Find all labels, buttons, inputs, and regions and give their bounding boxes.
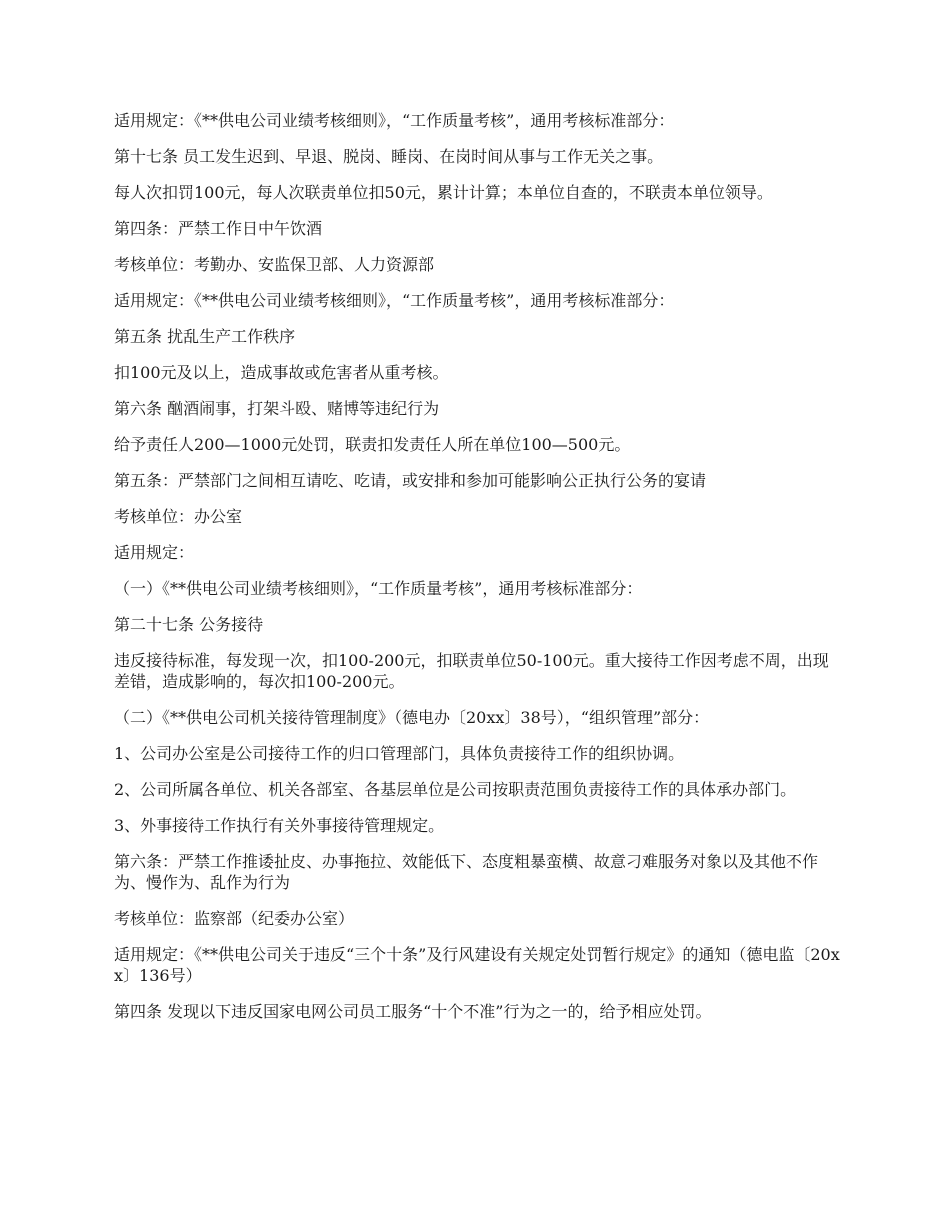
paragraph-2: 第十七条 员工发生迟到、早退、脱岗、睡岗、在岗时间从事与工作无关之事。 xyxy=(114,147,664,166)
paragraph-14: （一）《**供电公司业绩考核细则》，“工作质量考核”，通用考核标准部分： xyxy=(114,579,643,598)
paragraph-15: 第二十七条 公务接待 xyxy=(114,615,264,634)
paragraph-17: （二）《**供电公司机关接待管理制度》（德电办〔20xx〕38号），“组织管理”部分： xyxy=(114,708,710,727)
paragraph-20: 3、外事接待工作执行有关外事接待管理规定。 xyxy=(114,816,445,835)
paragraph-5: 考核单位：考勤办、安监保卫部、人力资源部 xyxy=(114,255,435,274)
paragraph-24: 第四条 发现以下违反国家电网公司员工服务“十个不准”行为之一的，给予相应处罚。 xyxy=(114,1002,712,1021)
paragraph-21: 第六条：严禁工作推诿扯皮、办事拖拉、效能低下、态度粗暴蛮横、故意刁难服务对象以及其他不作为、慢作为、乱作为行为 xyxy=(114,852,819,892)
paragraph-19: 2、公司所属各单位、机关各部室、各基层单位是公司按职责范围负责接待工作的具体承办部门。 xyxy=(114,780,797,799)
paragraph-23: 适用规定：《**供电公司关于违反“三个十条”及行风建设有关规定处罚暂行规定》的通知（德电监〔20xx〕136号） xyxy=(114,945,840,985)
paragraph-9: 第六条 酗酒闹事，打架斗殴、赌博等违纪行为 xyxy=(114,399,440,418)
paragraph-12: 考核单位：办公室 xyxy=(114,507,243,526)
paragraph-4: 第四条：严禁工作日中午饮酒 xyxy=(114,219,323,238)
paragraph-13: 适用规定： xyxy=(114,543,195,562)
paragraph-10: 给予责任人200—1000元处罚，联责扣发责任人所在单位100—500元。 xyxy=(114,435,631,454)
paragraph-8: 扣100元及以上，造成事故或危害者从重考核。 xyxy=(114,363,449,382)
paragraph-6: 适用规定：《**供电公司业绩考核细则》，“工作质量考核”，通用考核标准部分： xyxy=(114,291,675,310)
paragraph-22: 考核单位：监察部（纪委办公室） xyxy=(114,909,355,928)
paragraph-1: 适用规定：《**供电公司业绩考核细则》，“工作质量考核”，通用考核标准部分： xyxy=(114,111,675,130)
paragraph-11: 第五条：严禁部门之间相互请吃、吃请，或安排和参加可能影响公正执行公务的宴请 xyxy=(114,471,707,490)
paragraph-3: 每人次扣罚100元，每人次联责单位扣50元，累计计算；本单位自查的，不联责本单位领导。 xyxy=(114,183,773,202)
document-body xyxy=(114,110,844,1037)
paragraph-16: 违反接待标准，每发现一次，扣100-200元，扣联责单位50-100元。重大接待工作因考虑不周，出现差错，造成影响的，每次扣100-200元。 xyxy=(114,651,829,691)
paragraph-7: 第五条 扰乱生产工作秩序 xyxy=(114,327,296,346)
paragraph-18: 1、公司办公室是公司接待工作的归口管理部门，具体负责接待工作的组织协调。 xyxy=(114,744,685,763)
